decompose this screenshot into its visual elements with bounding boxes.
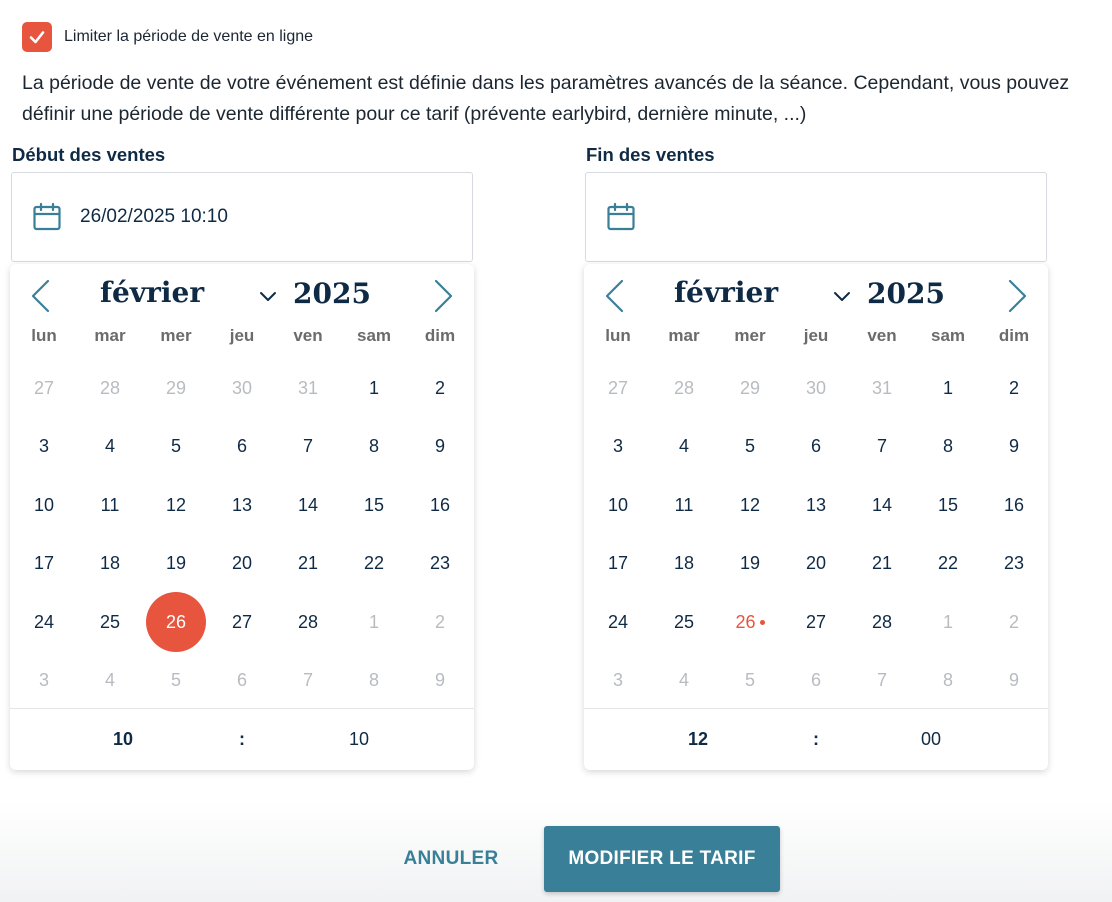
minute-input[interactable]: 00 — [921, 729, 942, 749]
calendar-day[interactable]: 10 — [33, 494, 55, 515]
calendar-day[interactable]: 2 — [1008, 377, 1019, 398]
month-name: février — [100, 276, 205, 309]
calendar-day[interactable]: 12 — [739, 494, 761, 515]
cancel-button[interactable]: ANNULER — [392, 835, 510, 883]
calendar-day[interactable]: 8 — [368, 669, 379, 690]
calendar-day[interactable]: 8 — [942, 435, 953, 456]
calendar-day[interactable]: 30 — [231, 377, 253, 398]
calendar-day[interactable]: 8 — [942, 669, 953, 690]
calendar-day[interactable]: 20 — [805, 552, 827, 573]
calendar-day[interactable]: 14 — [297, 494, 319, 515]
calendar-day[interactable]: 30 — [805, 377, 827, 398]
weekday: mer — [160, 326, 192, 345]
calendar-day[interactable]: 14 — [871, 494, 893, 515]
weekday: lun — [605, 326, 631, 345]
time-picker — [584, 708, 1048, 770]
calendar-day[interactable]: 8 — [368, 435, 379, 456]
time-picker — [10, 708, 474, 770]
calendar-day[interactable]: 17 — [607, 552, 629, 573]
check-icon — [28, 28, 46, 46]
calendar-day[interactable]: 24 — [607, 611, 629, 632]
calendar-day[interactable]: 3 — [38, 669, 49, 690]
calendar-day[interactable]: 31 — [871, 377, 893, 398]
weekday: dim — [424, 326, 456, 345]
online-sale-limit-checkbox[interactable] — [22, 22, 52, 52]
calendar-day[interactable]: 22 — [363, 552, 385, 573]
end-date-label: Fin des ventes — [586, 144, 715, 165]
calendar-day[interactable]: 6 — [236, 669, 247, 690]
weekday: jeu — [803, 326, 829, 345]
start-calendar — [10, 264, 474, 770]
calendar-day[interactable]: 16 — [1003, 494, 1025, 515]
calendar-day[interactable]: 11 — [674, 494, 694, 515]
calendar-day[interactable]: 3 — [612, 435, 623, 456]
chevron-right-icon[interactable] — [432, 278, 456, 314]
calendar-day[interactable]: 5 — [744, 435, 755, 456]
calendar-day[interactable]: 5 — [170, 669, 181, 690]
calendar-day[interactable]: 4 — [678, 435, 689, 456]
calendar-day[interactable]: 1 — [368, 377, 379, 398]
today-day-number: 26 — [735, 611, 756, 632]
calendar-icon — [32, 202, 62, 232]
calendar-day[interactable]: 22 — [937, 552, 959, 573]
time-separator: : — [813, 729, 819, 749]
modify-rate-button[interactable]: MODIFIER LE TARIF — [544, 826, 780, 892]
time-separator: : — [239, 729, 245, 749]
calendar-day[interactable]: 28 — [871, 611, 893, 632]
today-dot — [760, 620, 765, 625]
chevron-left-icon[interactable] — [602, 278, 626, 314]
calendar-day[interactable]: 23 — [1003, 552, 1025, 573]
calendar-header — [10, 264, 474, 326]
start-date-input[interactable] — [11, 172, 473, 262]
calendar-day[interactable]: 1 — [942, 611, 953, 632]
calendar-day[interactable]: 7 — [302, 435, 313, 456]
calendar-header — [584, 264, 1048, 326]
calendar-day[interactable]: 24 — [33, 611, 55, 632]
calendar-day[interactable]: 9 — [434, 435, 445, 456]
calendar-day[interactable]: 7 — [876, 435, 887, 456]
calendar-day[interactable]: 6 — [236, 435, 247, 456]
calendar-day[interactable]: 4 — [104, 435, 115, 456]
online-sale-limit-label[interactable]: Limiter la période de vente en ligne — [64, 28, 314, 45]
chevron-right-icon[interactable] — [1006, 278, 1030, 314]
calendar-day[interactable]: 3 — [38, 435, 49, 456]
calendar-day[interactable]: 18 — [99, 552, 121, 573]
end-date-input[interactable] — [585, 172, 1047, 262]
calendar-day[interactable]: 5 — [170, 435, 181, 456]
calendar-day[interactable]: 19 — [739, 552, 761, 573]
calendar-day[interactable]: 7 — [876, 669, 887, 690]
calendar-day[interactable]: 21 — [871, 552, 893, 573]
calendar-day[interactable]: 15 — [937, 494, 959, 515]
calendar-day[interactable]: 2 — [434, 377, 445, 398]
calendar-day[interactable]: 16 — [429, 494, 451, 515]
weekday: ven — [867, 326, 897, 345]
calendar-day[interactable]: 9 — [1008, 669, 1019, 690]
calendar-day[interactable]: 28 — [673, 377, 695, 398]
weekday: dim — [998, 326, 1030, 345]
weekday: mer — [734, 326, 766, 345]
calendar-day[interactable]: 9 — [434, 669, 445, 690]
weekday: mar — [668, 326, 700, 345]
calendar-day[interactable]: 12 — [165, 494, 187, 515]
weekday: ven — [293, 326, 323, 345]
calendar-day[interactable]: 25 — [673, 611, 695, 632]
calendar-day[interactable]: 5 — [744, 669, 755, 690]
calendar-day[interactable]: 27 — [805, 611, 827, 632]
weekday: jeu — [229, 326, 255, 345]
calendar-day[interactable]: 9 — [1008, 435, 1019, 456]
calendar-day[interactable]: 28 — [99, 377, 121, 398]
weekday: mar — [94, 326, 126, 345]
calendar-day[interactable]: 6 — [810, 669, 821, 690]
minute-input[interactable]: 10 — [349, 729, 370, 749]
calendar-day[interactable]: 2 — [434, 611, 445, 632]
year[interactable]: 2025 — [293, 277, 371, 310]
calendar-day[interactable]: 4 — [104, 669, 115, 690]
calendar-day[interactable]: 4 — [678, 669, 689, 690]
calendar-day[interactable]: 27 — [607, 377, 629, 398]
calendar-day[interactable]: 1 — [942, 377, 953, 398]
sale-period-description: La période de vente de votre événement est définie dans les paramètres avancés de la séance. Cependant, vous pouvez définir une période de vente différente pour ce tarif (prévente earlybird, dernière minute, ...) — [22, 72, 1070, 125]
chevron-down-icon[interactable] — [258, 286, 278, 306]
weekday-row — [584, 326, 1048, 350]
calendar-day[interactable]: 29 — [739, 377, 761, 398]
chevron-left-icon[interactable] — [28, 278, 52, 314]
end-calendar — [584, 264, 1048, 770]
start-date-label: Début des ventes — [12, 144, 166, 165]
calendar-day[interactable]: 1 — [368, 611, 379, 632]
weekday: sam — [930, 326, 966, 345]
calendar-day[interactable]: 18 — [673, 552, 695, 573]
calendar-day[interactable]: 3 — [612, 669, 623, 690]
weekday: lun — [31, 326, 57, 345]
calendar-day[interactable]: 25 — [99, 611, 121, 632]
calendar-day[interactable]: 21 — [297, 552, 319, 573]
calendar-day[interactable]: 7 — [302, 669, 313, 690]
calendar-day[interactable]: 13 — [805, 494, 827, 515]
calendar-day[interactable]: 6 — [810, 435, 821, 456]
calendar-day[interactable]: 17 — [33, 552, 55, 573]
calendar-day[interactable]: 11 — [100, 494, 120, 515]
weekday-row — [10, 326, 474, 350]
selected-day[interactable]: 26 — [146, 592, 206, 652]
month-name: février — [674, 276, 779, 309]
calendar-day[interactable]: 19 — [165, 552, 187, 573]
weekday: sam — [356, 326, 392, 345]
hour-input[interactable]: 10 — [113, 729, 134, 749]
calendar-day[interactable]: 23 — [429, 552, 451, 573]
online-sale-limit-row[interactable] — [22, 22, 313, 52]
calendar-day[interactable]: 29 — [165, 377, 187, 398]
calendar-day[interactable]: 15 — [363, 494, 385, 515]
calendar-day[interactable]: 20 — [231, 552, 253, 573]
calendar-day[interactable]: 2 — [1008, 611, 1019, 632]
calendar-icon — [606, 202, 636, 232]
calendar-day[interactable]: 13 — [231, 494, 253, 515]
chevron-down-icon[interactable] — [832, 286, 852, 306]
calendar-day[interactable]: 27 — [33, 377, 55, 398]
hour-input[interactable]: 12 — [688, 729, 709, 749]
calendar-day[interactable]: 10 — [607, 494, 629, 515]
calendar-day[interactable]: 31 — [297, 377, 319, 398]
calendar-day[interactable]: 28 — [297, 611, 319, 632]
today-day[interactable] — [720, 592, 780, 652]
start-date-value: 26/02/2025 10:10 — [80, 206, 228, 227]
year[interactable]: 2025 — [867, 277, 945, 310]
calendar-day[interactable]: 27 — [231, 611, 253, 632]
